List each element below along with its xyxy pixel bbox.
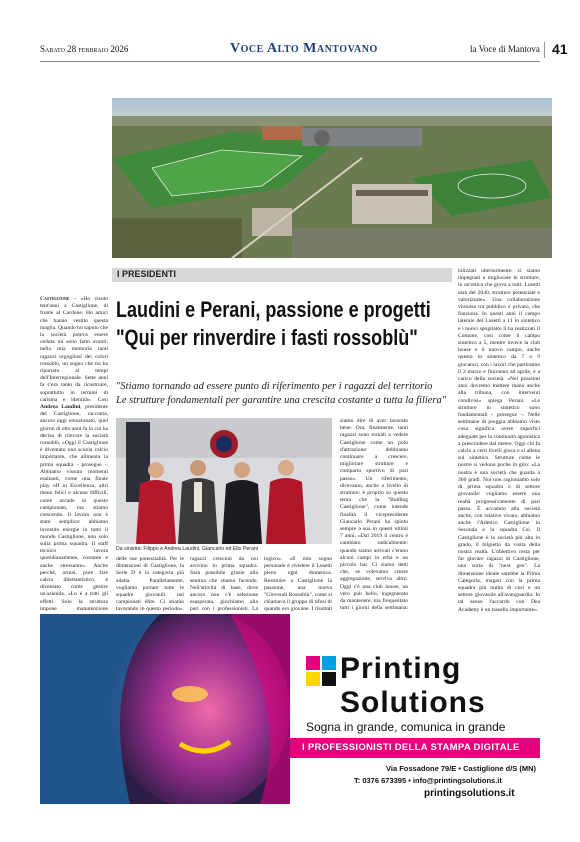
interviewee-name: Andrea Laudini bbox=[40, 404, 81, 411]
ad-artwork bbox=[40, 614, 290, 804]
headline-line-1: Laudini e Perani, passione e progetti bbox=[116, 297, 431, 322]
page-number: 41 bbox=[552, 41, 568, 57]
photo-caption: Da sinistra: Filippo e Andrea Laudini, Giancarlo ed Elio Perani bbox=[116, 546, 258, 552]
brand-logo-icon bbox=[306, 656, 336, 686]
header-divider bbox=[544, 42, 545, 58]
issue-date: Sabato 28 febbraio 2026 bbox=[40, 44, 129, 54]
publication-name: la Voce di Mantova bbox=[470, 44, 540, 54]
article-column-6: bilizzati ulteriormente: ci siamo impegnati a migliorare le strutture, in un'ottica che giova a tutti: Lusetti sarà del 2040, strutture potenziate e valorizzate». Una collaborazione virtuosa tra pubblico e privato, che funziona. In questi anni il campo laterale del Lusetti a 11 in sintetico e i nuovi spogliatoi li ha realizzati il Comune, così come il campo sintetico a 5, mentre invece la club house e il nuovo campo, anche questo in sintetico da 7 o 9 giocatori, con i lavori che partiranno il 2 marzo e finiranno ad aprile, è a carico della società. «Nei prossimi anni dovremo mettere mano anche alla tribuna, con interventi condivisi» spiega Perani. «Le strutture in sintetico sono fondamentali - prosegue -. Nelle settimane di pioggia abbiamo visto cosa significa avere superfici adeguate per la continuità agonistica a prescindere dal meteo. Oggi chi fa calcio a certi livelli gioca e si allena sul sintetico. Strutture come le nostre si vedono poche in giro: «La nostra è una società che guarda a 360 gradi. Noi non ragioniamo solo di prima squadra o di settore giovanile: vogliamo essere una realtà progressivamente di pari passo. È accaduto alla società anche, con relativo vivaio, abbiamo anche l'Atletico Castiglione in Seconda e la squadra Csi. Il Castiglione è la società più alta in grado, il bilgietto da visita della nostra realtà. L'obiettivo resta per far giocare ragazzi di Castiglione, una sorta di "next gen". La dimensione ideale sarebbe la Prima Categoria, magari con la prima squadra più nutita di così e un settore giovanile all'avanguardia. In tal senso l'accordo con Dea Academy è un tassello importante». bbox=[458, 268, 540, 612]
article-column-4: logico». «Il mio sogno personale è rivedere il Lusetti pieno ogni domenica. Restituire a Castiglione la passione, una nuova "Giovendi Rossoblù", come si chiamava il gruppo di tifosi di quando ero giovane. I risultati bbox=[264, 556, 332, 612]
page-header bbox=[40, 40, 568, 62]
aerial-stadium-photo bbox=[112, 98, 552, 258]
section-title: Voce Alto Mantovano bbox=[230, 41, 378, 56]
printing-solutions-ad bbox=[40, 614, 540, 804]
article-column-3: ragazzi cresciuti da noi arrivino in prima squadra. Sarà possibile grazie alla semina che stiamo facendo. Nell'attività di base, dove ancora non c'è selezione esasperata, giochiamo alla pari con i professionisti. La bbox=[190, 556, 258, 612]
ad-tagline: I PROFESSIONISTI DELLA STAMPA DIGITALE bbox=[302, 742, 520, 753]
dateline-place: Castiglione bbox=[40, 296, 70, 302]
ad-tagline-band bbox=[290, 738, 540, 758]
headline-line-2: "Qui per rinverdire i fasti rossoblù" bbox=[116, 325, 418, 350]
article-headline bbox=[116, 296, 431, 352]
ad-address: Via Fossadone 79/E • Castiglione d/S (MN) bbox=[386, 764, 537, 773]
subhead-line-2: Le strutture fondamentali per garantire una crescita costante a tutta la filiera" bbox=[116, 395, 447, 406]
ad-website: printingsolutions.it bbox=[424, 788, 515, 799]
subhead-line-1: "Stiamo tornando ad essere punto di riferimento per i ragazzi del territorio bbox=[116, 381, 433, 392]
col1-text-b: , presidente del Castiglione, racconta, ancora oggi emozionato, quel giorno di otto anni fa in cui ha deciso di rilevare la società rossoblù. «Oggi il Castiglione è diventato una scuola calcio importante, che alimenta la prima squadra - prosegue -. Abbiamo vissuto momenti esaltanti, come una finale play off in Eccellenza, altri meno felici e alcune difficili, come accade in questo campionato, ma stiamo crescendo. Il lavoro non è stato semplice: abbiamo investito energie in tutto il mondo Castiglione, non solo sulla prima squadra. Il staff tecnico lavora quotidianamente, costante e anche stressante». Anche perché, ormai, pure fare calcio dilettantistico, è diventato come gestire un'azienda. «Lo è a tutti gli effetti. Solo la struttura impone manutenzione bbox=[40, 404, 108, 612]
ad-brand-line-1: Printing bbox=[340, 652, 462, 685]
kicker-label: I PRESIDENTI bbox=[117, 269, 177, 279]
article-column-2: delle sue potenzialità. Per le dimensioni di Castiglione, la Serie D è la categoria più adatta. Parallelamente, vogliamo portare tutte le squadre giovanili nei campionati élite. Ci stiamo lavorando in questo periodo». bbox=[116, 556, 184, 612]
ad-slogan: Sogna in grande, comunica in grande bbox=[306, 720, 506, 734]
col1-text-a: – «Ho visuto tent'anni a Castiglione, di fronte al Cardone. Ho amici che hanno vestito questa maglia. Quando ho saputo che la società poteva essere ceduta mi sono fatto avanti: nella mia memoria tanti ragazzi orgogliosi dei colori rossoblù, un sogno che mi ha riportato ai tempi dell'Interregionale. Sette anni fa c'era tanto da ricostruire, soprattutto in termini di carisma e identità». Così bbox=[40, 296, 108, 403]
ad-contacts: T: 0376 673395 • info@printingsolutions.it bbox=[354, 776, 502, 785]
article-column-5: siamo dire di aver lavorato bene. Ora, finalmente, tanti ragazzi sono tornati a vedere Castiglione come un polo d'attrazione: dobbiamo continuare a crescere, migliorare strutture e comparto sportivo di pari passo». Un riferimento, dicevamo, anche a livello di strutture: è proprio su questo tema che la "Bolding Castiglione", come intende finalità il vicepresidente Giancarlo Perani ha spinto sempre a sua in questi ultimi 7 anni. «Dal 2019 il centro è cambiato radicalmente: quando siamo arrivati c'erano alcuni campi in erba e un piccolo bar. Ci siamo detti che, se volevamo creare aggregazione, serviva altro. Oggi c'è una club house, un vero pub bello, ingegnerato da mantenere, ma frequentato tutti i giorni della settimana: bbox=[340, 418, 408, 612]
article-subhead bbox=[116, 380, 456, 408]
article-column-1 bbox=[40, 296, 108, 612]
presidents-photo bbox=[116, 418, 332, 544]
section-kicker bbox=[112, 268, 452, 282]
ad-brand-line-2: Solutions bbox=[340, 686, 486, 719]
